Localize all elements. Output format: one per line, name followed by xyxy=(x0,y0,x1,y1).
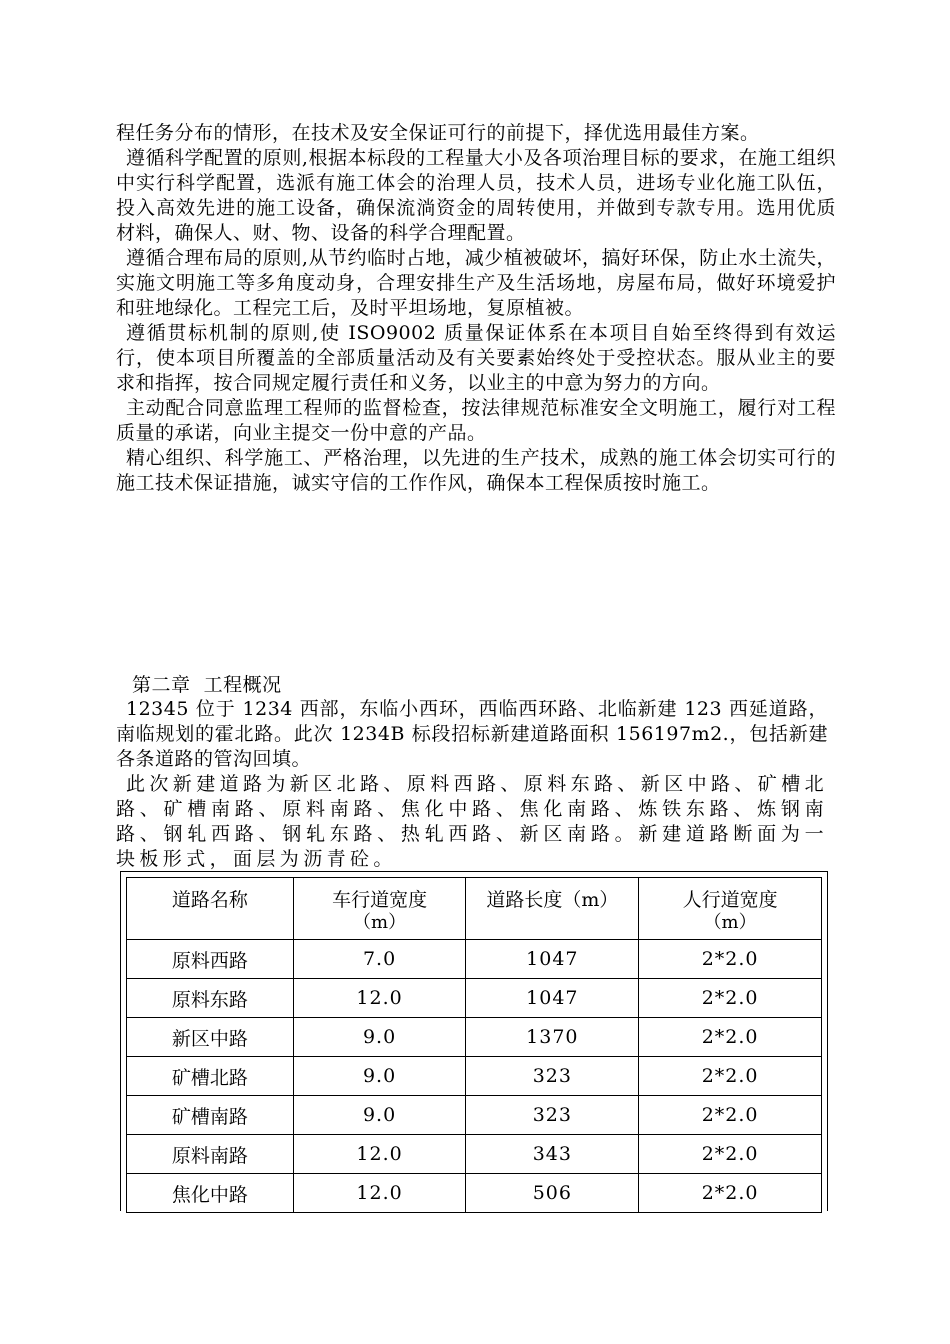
cell-road-name: 矿槽南路 xyxy=(127,1096,294,1135)
cell-lane-width: 12.0 xyxy=(293,1135,466,1174)
road-table-frame xyxy=(120,871,828,1211)
cell-road-length: 323 xyxy=(466,1057,639,1096)
cell-road-length: 1047 xyxy=(466,940,639,979)
road-table xyxy=(126,877,822,1213)
paragraph-rational-layout: 遵循合理布局的原则,从节约临时占地，减少植被破坏，搞好环保，防止水土流失，实施文明施工等多角度动身，合理安排生产及生活场地，房屋布局，做好环境爱护和驻地绿化。工程完工后，及时平坦场地，复原植被。 xyxy=(116,247,836,319)
table-row xyxy=(127,1018,822,1057)
cell-sidewalk-width: 2*2.0 xyxy=(639,1174,822,1213)
cell-road-name: 原料东路 xyxy=(127,979,294,1018)
cell-sidewalk-width: 2*2.0 xyxy=(639,1057,822,1096)
cell-road-name: 原料南路 xyxy=(127,1135,294,1174)
header-road-name: 道路名称 xyxy=(127,878,294,940)
cell-road-name: 原料西路 xyxy=(127,940,294,979)
cell-sidewalk-width: 2*2.0 xyxy=(639,979,822,1018)
table-row xyxy=(127,979,822,1018)
cell-sidewalk-width: 2*2.0 xyxy=(639,1096,822,1135)
cell-lane-width: 9.0 xyxy=(293,1096,466,1135)
paragraph-supervision: 主动配合同意监理工程师的监督检查，按法律规范标准安全文明施工，履行对工程质量的承诺，向业主提交一份中意的产品。 xyxy=(116,397,836,444)
table-row xyxy=(127,1057,822,1096)
cell-road-name: 新区中路 xyxy=(127,1018,294,1057)
paragraph-continuation: 程任务分布的情形，在技术及安全保证可行的前提下，择优选用最佳方案。 xyxy=(116,122,760,144)
paragraph-standard-mechanism: 遵循贯标机制的原则,使 ISO9002 质量保证体系在本项目自始至终得到有效运行，使本项目所覆盖的全部质量活动及有关要素始终处于受控状态。服从业主的要求和指挥，按合同规定履行责任和义务，以业主的中意为努力的方向。 xyxy=(116,322,836,394)
cell-road-name: 焦化中路 xyxy=(127,1174,294,1213)
principles-section xyxy=(116,121,836,496)
table-row xyxy=(127,1135,822,1174)
cell-road-name: 矿槽北路 xyxy=(127,1057,294,1096)
cell-sidewalk-width: 2*2.0 xyxy=(639,940,822,979)
table-row xyxy=(127,1096,822,1135)
cell-lane-width: 9.0 xyxy=(293,1018,466,1057)
cell-road-length: 343 xyxy=(466,1135,639,1174)
table-row xyxy=(127,940,822,979)
overview-paragraph-roads: 此次新建道路为新区北路、原料西路、原料东路、新区中路、矿槽北路、矿槽南路、原料南路、焦化中路、焦化南路、炼铁东路、炼钢南路、钢轧西路、钢轧东路、热轧西路、新区南路。新建道路断面为一块板形式，面层为沥青砼。 xyxy=(116,773,829,870)
overview-section xyxy=(116,697,828,872)
table-header-row xyxy=(127,878,822,940)
cell-road-length: 1047 xyxy=(466,979,639,1018)
cell-lane-width: 7.0 xyxy=(293,940,466,979)
table-row xyxy=(127,1174,822,1213)
cell-road-length: 506 xyxy=(466,1174,639,1213)
header-road-length: 道路长度（m） xyxy=(466,878,639,940)
chapter-heading: 第二章 工程概况 xyxy=(132,674,282,696)
cell-lane-width: 12.0 xyxy=(293,979,466,1018)
header-sidewalk-width: 人行道宽度 （m） xyxy=(639,878,822,940)
cell-lane-width: 12.0 xyxy=(293,1174,466,1213)
cell-sidewalk-width: 2*2.0 xyxy=(639,1135,822,1174)
paragraph-organization: 精心组织、科学施工、严格治理，以先进的生产技术，成熟的施工体会切实可行的施工技术保证措施，诚实守信的工作作风，确保本工程保质按时施工。 xyxy=(116,447,836,494)
header-lane-width: 车行道宽度 （m） xyxy=(293,878,466,940)
cell-road-length: 1370 xyxy=(466,1018,639,1057)
cell-lane-width: 9.0 xyxy=(293,1057,466,1096)
paragraph-scientific-allocation: 遵循科学配置的原则,根据本标段的工程量大小及各项治理目标的要求，在施工组织中实行科学配置，选派有施工体会的治理人员，技术人员，进场专业化施工队伍，投入高效先进的施工设备，确保流淌资金的周转使用，并做到专款专用。选用优质材料，确保人、财、物、设备的科学合理配置。 xyxy=(116,147,836,244)
cell-road-length: 323 xyxy=(466,1096,639,1135)
cell-sidewalk-width: 2*2.0 xyxy=(639,1018,822,1057)
overview-paragraph-location: 12345 位于 1234 西部，东临小西环，西临西环路、北临新建 123 西延道路，南临规划的霍北路。此次 1234B 标段招标新建道路面积 156197m2.，包括新建各条道路的管沟回填。 xyxy=(116,698,828,770)
